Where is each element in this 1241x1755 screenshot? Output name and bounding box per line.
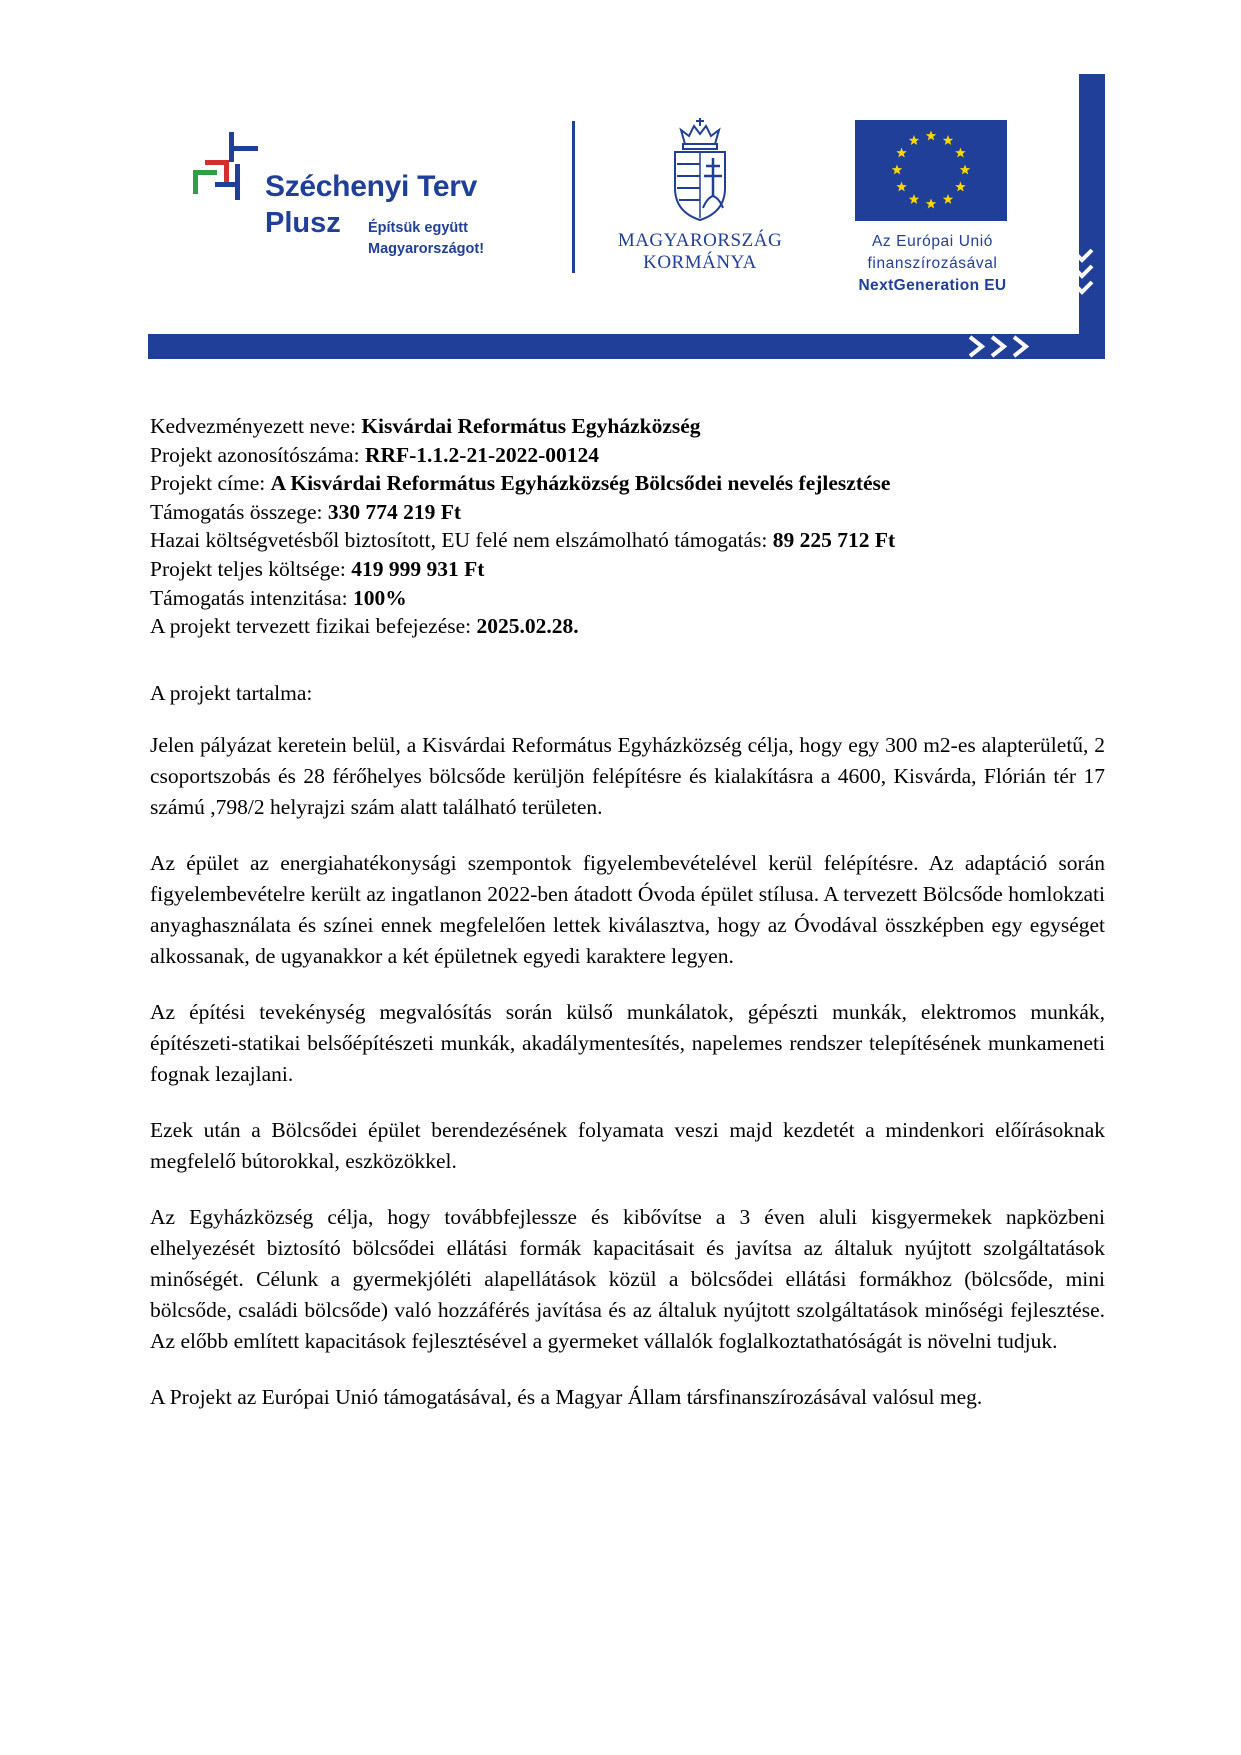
info-intensity [150,584,1105,613]
info-value: A Kisvárdai Református Egyházközség Bölcsődei nevelés fejlesztése [270,471,891,496]
eu-logo [830,120,1035,297]
project-info [150,412,1105,641]
paragraph: Az építési tevekénység megvalósítás során külső munkálatok, gépészti munkák, elektromos munkák, építészeti-statikai belsőépítészeti munkák, akadálymentesítés, napelemes rendszer telepítésének munkameneti fognak lezajlani. [150,1000,1105,1087]
slogan-line-1: Építsük együtt [368,220,468,236]
paragraph: Jelen pályázat keretein belül, a Kisvárdai Református Egyházközség célja, hogy egy 300 m2-es alapterületű, 2 csoportszobás és 28 férőhelyes bölcsőde kerüljön felépítésre és kialakításra a 4600, Kisvárda, Flórián tér 17 számú ,798/2 helyrajzi szám alatt található területen. [150,733,1105,820]
gov-line-2: KORMÁNYA [643,252,757,273]
right-accent-bar [1079,74,1105,359]
chevron-down-icon [1070,248,1094,304]
paragraph: Ezek után a Bölcsődei épület berendezésének folyamata veszi majd kezdetét a mindenkori előírásoknak megfelelő bútorokkal, eszközökkel. [150,1118,1105,1174]
eu-line-3: NextGeneration EU [858,277,1007,294]
info-grant-amount [150,498,1105,527]
info-completion-date [150,612,1105,641]
info-project-id [150,441,1105,470]
logo-divider [572,121,575,273]
bottom-accent-bar [148,334,1105,359]
info-total-cost [150,555,1105,584]
info-label: Projekt teljes költsége: [150,556,352,581]
info-project-title [150,469,1105,498]
info-value: 330 774 219 Ft [327,499,462,524]
info-label: Kedvezményezett neve: [150,414,362,438]
szechenyi-plusz: Plusz [265,207,341,239]
document-body [150,412,1105,1435]
info-label: Támogatás összege: [150,499,328,524]
info-label: Projekt azonosítószáma: [150,442,365,467]
info-label: A projekt tervezett fizikai befejezése: [150,614,477,639]
info-beneficiary [150,412,1105,441]
coat-of-arms-icon [667,118,733,222]
info-domestic-grant [150,526,1105,555]
info-value: RRF-1.1.2-21-2022-00124 [364,442,600,467]
eu-line-2: finanszírozásával [867,255,998,272]
szechenyi-terv-plusz-logo [193,132,513,272]
szechenyi-title: Széchenyi Terv [265,170,478,203]
info-label: Projekt címe: [150,471,271,496]
info-value: 89 225 712 Ft [772,528,896,553]
info-label: Támogatás intenzitása: [150,585,353,610]
gov-line-1: MAGYARORSZÁG [617,230,783,251]
section-heading: A projekt tartalma: [150,680,313,705]
header-banner [0,0,1241,370]
government-logo [600,118,800,278]
slogan-line-2: Magyarországot! [368,241,485,257]
szechenyi-slogan [368,218,484,260]
info-value: 2025.02.28. [476,614,579,639]
info-label: Hazai költségvetésből biztosított, EU felé nem elszámolható támogatás: [150,528,773,553]
paragraph: Az Egyházközség célja, hogy továbbfejlessze és kibővítse a 3 éven aluli kisgyermekek napközbeni elhelyezését biztosító bölcsődei ellátási formák kapacitásait és javítsa az általuk nyújtott szolgáltatások minőségét. Célunk a gyermekjóléti alapellátások közül a bölcsődei ellátási formákhoz (bölcsőde, mini bölcsőde, családi bölcsőde) való hozzáférés javítása és az általuk nyújtott szolgáltatások minőségi fejlesztése. Az előbb említett kapacitások fejlesztésével a gyermeket vállalók foglalkoztathatóságát is növelni tudjuk. [150,1205,1105,1354]
eu-line-1: Az Európai Unió [871,233,993,250]
info-value: Kisvárdai Református Egyházközség [361,414,701,438]
szechenyi-cross-icon [193,132,273,222]
info-value: 419 999 931 Ft [351,556,485,581]
chevron-right-icon [966,334,1036,359]
paragraph: A Projekt az Európai Unió támogatásával, és a Magyar Állam társfinanszírozásával valósul meg. [150,1385,983,1410]
paragraph: Az épület az energiahatékonysági szempontok figyelembevételével kerül felépítésre. Az adaptáció során figyelembevételre került az ingatlanon 2022-ben átadott Óvoda épület stílusa. A tervezett Bölcsőde homlokzati anyaghasználata és színei ennek megfelelően lettek kiválasztva, hogy az Óvodával összképben egy egységet alkossanak, de ugyanakkor a két épületnek egyedi karaktere legyen. [150,851,1105,969]
eu-flag-icon [855,120,1007,221]
info-value: 100% [352,585,407,610]
